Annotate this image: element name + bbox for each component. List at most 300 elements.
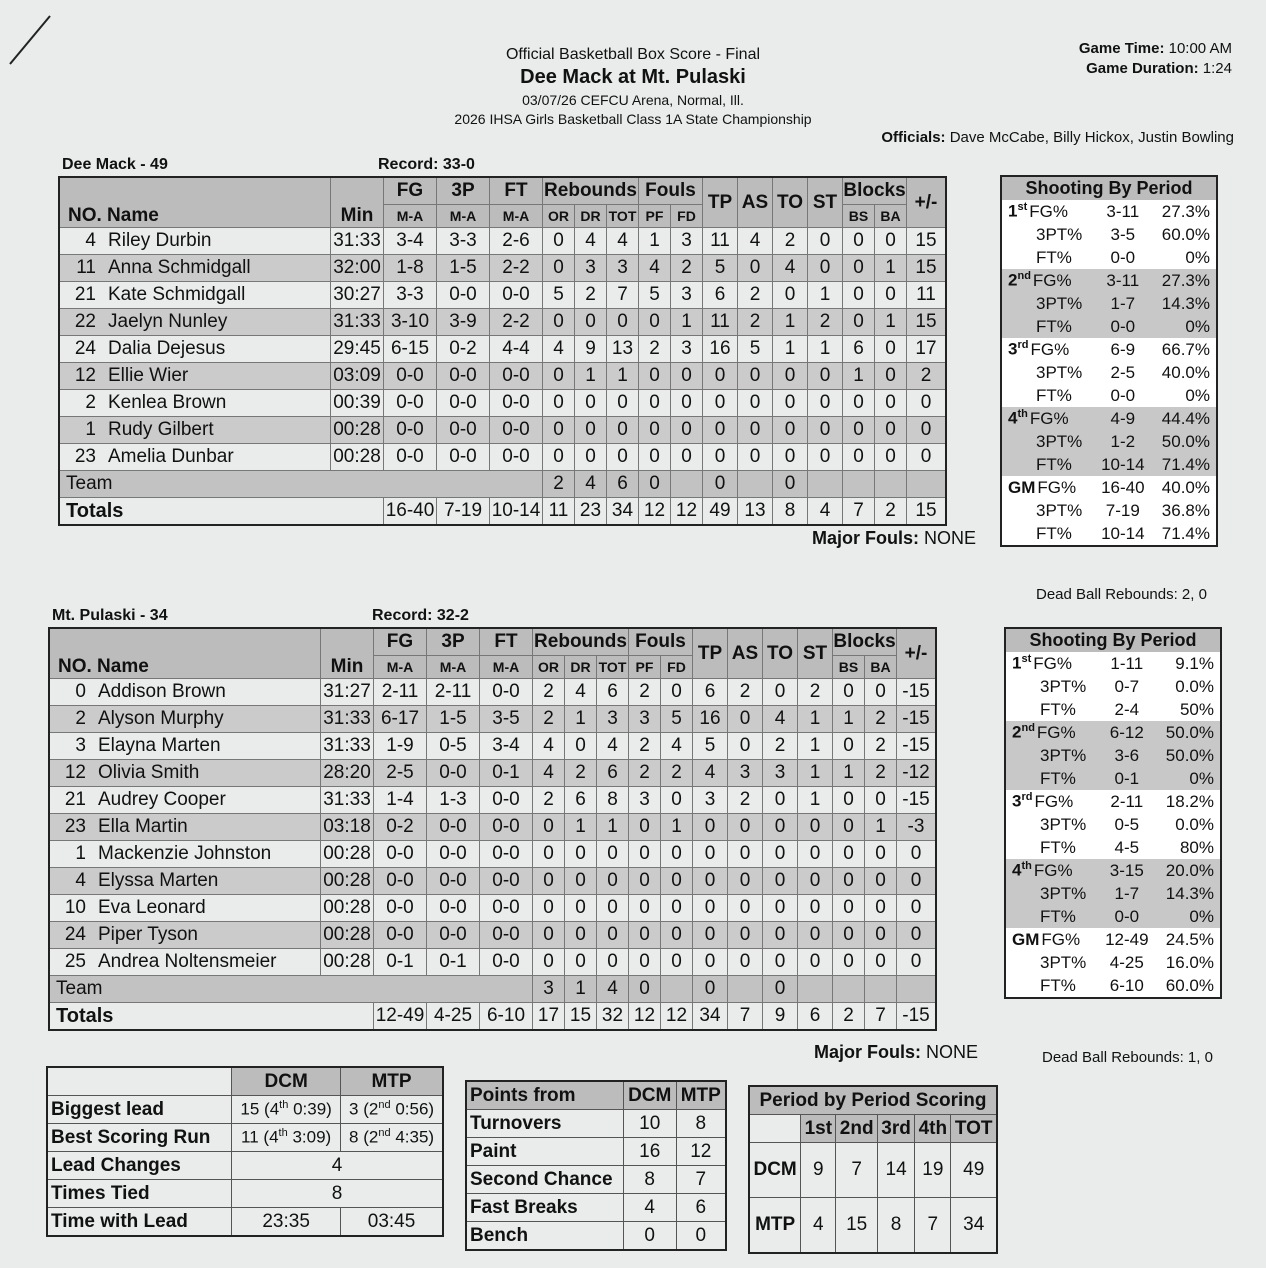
event-name: 2026 IHSA Girls Basketball Class 1A State Championship [454, 111, 812, 127]
stat-fg: 2-5 [374, 760, 427, 787]
header-row [49, 628, 936, 656]
total-dr: 23 [575, 498, 607, 526]
stat-name: FG% [1037, 477, 1077, 497]
stat-pf: 0 [639, 417, 671, 444]
points-col: DCM [623, 1081, 676, 1110]
stat-name: 3PT% [1040, 952, 1087, 972]
stat-fd: 3 [671, 228, 703, 255]
stat-as: 0 [738, 417, 773, 444]
total-dr: 15 [565, 1003, 597, 1031]
shooting-stat-label [1006, 790, 1097, 813]
stat-fg: 3-10 [384, 309, 437, 336]
total-to: 9 [763, 1003, 798, 1031]
points-category: Turnovers [466, 1110, 623, 1138]
stat-pm: 15 [907, 309, 947, 336]
stat-pm: -15 [897, 733, 937, 760]
shooting-row [1002, 269, 1216, 292]
shooting-made-attempted: 2-5 [1093, 361, 1152, 384]
stat-dr: 1 [575, 363, 607, 390]
stat-fg: 0-2 [374, 814, 427, 841]
player-number: 24 [74, 338, 96, 359]
period-row [749, 1143, 997, 1198]
stat-as: 5 [738, 336, 773, 363]
team2-record: Record: 32-2 [372, 607, 469, 624]
stat-tp: 0 [703, 444, 738, 471]
shooting-row [1006, 905, 1220, 928]
total-tp: 34 [693, 1003, 728, 1031]
points-row [466, 1138, 726, 1166]
col-to: TO [763, 628, 798, 679]
team1-dead-ball: Dead Ball Rebounds: 2, 0 [1036, 586, 1207, 603]
stat-name: 3PT% [1040, 814, 1087, 834]
stat-ba: 0 [875, 444, 907, 471]
stat-ba: 2 [865, 706, 897, 733]
biggest-lead-mtp: 3 (2nd 0:56) [341, 1096, 443, 1124]
stat-min: 00:28 [321, 895, 374, 922]
shooting-stat-label [1006, 859, 1097, 882]
stat-ft: 0-1 [480, 760, 533, 787]
stat-tot: 6 [597, 679, 629, 706]
stat-name: FG% [1032, 270, 1072, 290]
stat-ft: 2-6 [490, 228, 543, 255]
stat-tot: 0 [597, 841, 629, 868]
period-score: 49 [951, 1143, 997, 1198]
stat-st: 0 [808, 390, 843, 417]
stat-name: FG% [1033, 860, 1073, 880]
total-or: 11 [543, 498, 575, 526]
stat-name: 3PT% [1036, 431, 1083, 451]
stat-as: 0 [738, 363, 773, 390]
times-tied-value: 8 [232, 1180, 443, 1208]
shooting-made-attempted: 0-0 [1093, 315, 1152, 338]
stat-tp: 0 [693, 922, 728, 949]
team-stat-tot: 6 [607, 471, 639, 498]
player-number: 10 [64, 897, 86, 918]
stat-to: 4 [773, 255, 808, 282]
stat-ft: 2-2 [490, 255, 543, 282]
stat-tot: 0 [597, 949, 629, 976]
col-fd: FD [661, 656, 693, 679]
stat-bs: 0 [843, 228, 875, 255]
period-col: 4th [915, 1115, 951, 1143]
stat-to: 1 [773, 336, 808, 363]
player-row [59, 309, 946, 336]
box-score-table [48, 627, 937, 1031]
stat-dr: 1 [565, 706, 597, 733]
stat-or: 0 [533, 814, 565, 841]
stat-min: 31:33 [331, 228, 384, 255]
stat-tp: 0 [703, 417, 738, 444]
stat-ft: 0-0 [480, 679, 533, 706]
stat-pm: -12 [897, 760, 937, 787]
stat-tp: 5 [693, 733, 728, 760]
team-row [49, 976, 936, 1003]
shooting-pct: 0% [1156, 905, 1220, 928]
stat-pf: 2 [629, 760, 661, 787]
player-name-cell [49, 760, 321, 787]
stat-as: 0 [738, 444, 773, 471]
player-row [49, 733, 936, 760]
team-stat-pm [897, 976, 937, 1003]
best-run-dcm: 11 (4th 3:09) [232, 1124, 341, 1152]
shooting-made-attempted: 6-12 [1097, 721, 1156, 744]
stat-st: 0 [798, 949, 833, 976]
total-fd: 12 [661, 1003, 693, 1031]
shooting-row [1006, 928, 1220, 951]
team2-major-fouls: Major Fouls: NONE [814, 1042, 979, 1062]
col-no-name: NO. Name [59, 177, 331, 228]
stat-pf: 0 [629, 841, 661, 868]
period-suffix: th [1021, 860, 1032, 873]
stat-pm: 15 [907, 255, 947, 282]
shooting-pct: 40.0% [1152, 361, 1216, 384]
stat-dr: 2 [575, 282, 607, 309]
stat-name: FT% [1040, 975, 1076, 995]
stat-to: 1 [773, 309, 808, 336]
shooting-stat-label [1002, 430, 1093, 453]
points-dcm: 10 [623, 1110, 676, 1138]
col-st: ST [808, 177, 843, 228]
stat-dr: 0 [575, 390, 607, 417]
period-label: 1 [1008, 201, 1018, 221]
stat-fd: 2 [671, 255, 703, 282]
stat-fg: 0-0 [374, 868, 427, 895]
shooting-stat-label [1002, 315, 1093, 338]
period-suffix: th [1017, 408, 1028, 421]
stat-p3: 2-11 [427, 679, 480, 706]
col-ba: BA [865, 656, 897, 679]
points-row [466, 1166, 726, 1194]
stat-to: 0 [773, 390, 808, 417]
points-dcm: 8 [623, 1166, 676, 1194]
player-row [49, 706, 936, 733]
stat-fd: 5 [661, 706, 693, 733]
shooting-pct: 36.8% [1152, 499, 1216, 522]
shooting-stat-label [1006, 928, 1097, 951]
team-stat-tp: 0 [703, 471, 738, 498]
player-number: 3 [75, 735, 86, 756]
team2-shooting-by-period [1004, 627, 1222, 999]
stat-as: 0 [728, 949, 763, 976]
player-number: 24 [64, 924, 86, 945]
team-label: Team [49, 976, 533, 1003]
total-ft: 10-14 [490, 498, 543, 526]
total-p3: 7-19 [437, 498, 490, 526]
points-category: Second Chance [466, 1166, 623, 1194]
stat-p3: 1-5 [437, 255, 490, 282]
player-number: 4 [75, 870, 86, 891]
stat-name: FG% [1034, 791, 1074, 811]
points-mtp: 8 [676, 1110, 726, 1138]
team-stat-pf: 0 [639, 471, 671, 498]
stat-to: 0 [773, 363, 808, 390]
stat-fg: 0-0 [384, 444, 437, 471]
player-number: 4 [85, 230, 96, 251]
player-name-cell [59, 444, 331, 471]
stat-p3: 0-0 [427, 814, 480, 841]
stat-to: 0 [763, 814, 798, 841]
team-stat-ba [875, 471, 907, 498]
team1-box-score [58, 176, 947, 526]
shooting-made-attempted: 12-49 [1097, 928, 1156, 951]
points-category: Fast Breaks [466, 1194, 623, 1222]
stat-ft: 0-0 [480, 949, 533, 976]
stat-pf: 0 [629, 949, 661, 976]
player-name-cell [49, 922, 321, 949]
total-fg: 16-40 [384, 498, 437, 526]
stat-bs: 6 [843, 336, 875, 363]
period-col: 3rd [877, 1115, 914, 1143]
player-name-cell [49, 949, 321, 976]
player-name-cell [49, 841, 321, 868]
player-row [49, 760, 936, 787]
stat-bs: 0 [833, 733, 865, 760]
stat-fd: 0 [661, 841, 693, 868]
player-name: Andrea Noltensmeier [98, 951, 277, 972]
stat-tot: 3 [607, 255, 639, 282]
stat-as: 0 [728, 841, 763, 868]
stat-fg: 0-0 [374, 841, 427, 868]
shooting-pct: 27.3% [1152, 269, 1216, 292]
shooting-made-attempted: 0-0 [1097, 905, 1156, 928]
stat-tp: 5 [703, 255, 738, 282]
shooting-made-attempted: 4-5 [1097, 836, 1156, 859]
shooting-row [1002, 499, 1216, 522]
col-rebounds: Rebounds [533, 628, 629, 656]
stat-ba: 0 [875, 228, 907, 255]
shooting-made-attempted: 6-9 [1093, 338, 1152, 361]
shooting-stat-label [1002, 476, 1093, 499]
stat-fg: 2-11 [374, 679, 427, 706]
stat-tp: 16 [693, 706, 728, 733]
stat-st: 1 [808, 336, 843, 363]
stat-dr: 1 [565, 814, 597, 841]
stat-p3: 0-0 [427, 922, 480, 949]
lead-changes-value: 4 [232, 1152, 443, 1180]
stat-name: FT% [1036, 316, 1072, 336]
shooting-pct: 0.0% [1156, 675, 1220, 698]
stat-ba: 1 [875, 255, 907, 282]
stat-min: 00:28 [331, 444, 384, 471]
shooting-row [1002, 453, 1216, 476]
team-stat-as [738, 471, 773, 498]
period-suffix: st [1017, 201, 1028, 214]
shooting-row [1006, 951, 1220, 974]
shooting-made-attempted: 3-5 [1093, 223, 1152, 246]
stat-name: FT% [1040, 906, 1076, 926]
stat-tot: 7 [607, 282, 639, 309]
shooting-made-attempted: 6-10 [1097, 974, 1156, 997]
stat-p3: 0-0 [427, 841, 480, 868]
points-mtp: 12 [676, 1138, 726, 1166]
stat-st: 0 [808, 363, 843, 390]
shooting-pct: 0% [1152, 315, 1216, 338]
stat-tot: 0 [607, 309, 639, 336]
shooting-row [1002, 200, 1216, 223]
shooting-pct: 50.0% [1156, 744, 1220, 767]
stat-dr: 0 [575, 417, 607, 444]
shooting-pct: 66.7% [1152, 338, 1216, 361]
shooting-pct: 9.1% [1156, 652, 1220, 675]
player-number: 21 [64, 789, 86, 810]
stat-as: 4 [738, 228, 773, 255]
stat-fd: 0 [661, 679, 693, 706]
player-row [59, 255, 946, 282]
total-ba: 7 [865, 1003, 897, 1031]
stat-name: FG% [1033, 653, 1072, 673]
period-score: 7 [836, 1143, 878, 1198]
stat-p3: 3-3 [437, 228, 490, 255]
shooting-row [1002, 338, 1216, 361]
stat-st: 1 [808, 282, 843, 309]
officials: Officials: Dave McCabe, Billy Hickox, Justin Bowling [881, 129, 1234, 146]
shooting-pct: 0% [1152, 384, 1216, 407]
stat-st: 1 [798, 760, 833, 787]
stat-tp: 11 [703, 228, 738, 255]
stat-ba: 0 [865, 895, 897, 922]
stat-pf: 0 [639, 363, 671, 390]
stat-ft: 3-4 [480, 733, 533, 760]
stat-bs: 0 [843, 282, 875, 309]
period-label: 4 [1012, 860, 1022, 880]
shooting-pct: 16.0% [1156, 951, 1220, 974]
stat-or: 0 [543, 444, 575, 471]
stat-or: 0 [543, 417, 575, 444]
totals-label: Totals [49, 1003, 374, 1031]
stat-pm: 0 [897, 895, 937, 922]
stat-as: 0 [728, 922, 763, 949]
period-col: 1st [801, 1115, 836, 1143]
stat-as: 0 [738, 255, 773, 282]
player-number: 22 [74, 311, 96, 332]
team-stat-tot: 4 [597, 976, 629, 1003]
shooting-made-attempted: 3-11 [1093, 200, 1152, 223]
player-number: 1 [85, 419, 96, 440]
shooting-stat-label [1006, 882, 1097, 905]
total-ft: 6-10 [480, 1003, 533, 1031]
stat-tot: 0 [597, 922, 629, 949]
stat-dr: 0 [565, 895, 597, 922]
biggest-lead-dcm: 15 (4th 0:39) [232, 1096, 341, 1124]
player-number: 12 [74, 365, 96, 386]
stat-tot: 0 [597, 868, 629, 895]
player-number: 0 [75, 681, 86, 702]
team-stat-or: 3 [533, 976, 565, 1003]
stat-p3: 0-0 [437, 444, 490, 471]
player-name-cell [59, 417, 331, 444]
best-run-mtp: 8 (2nd 4:35) [341, 1124, 443, 1152]
points-mtp: 7 [676, 1166, 726, 1194]
col-made-attempted: M-A [490, 205, 543, 228]
total-fg: 12-49 [374, 1003, 427, 1031]
stat-tot: 0 [607, 417, 639, 444]
shooting-stat-label [1002, 499, 1093, 522]
stat-st: 0 [798, 922, 833, 949]
shooting-row [1006, 882, 1220, 905]
stat-to: 2 [773, 228, 808, 255]
points-dcm: 0 [623, 1222, 676, 1251]
points-dcm: 4 [623, 1194, 676, 1222]
stat-name: FT% [1036, 523, 1072, 543]
stat-pf: 0 [629, 922, 661, 949]
col-bs: BS [843, 205, 875, 228]
team1-record: Record: 33-0 [378, 156, 475, 173]
col-3p: 3P [437, 177, 490, 205]
col-tp: TP [703, 177, 738, 228]
stat-p3: 0-5 [427, 733, 480, 760]
period-label: 2 [1008, 270, 1018, 290]
stat-bs: 0 [833, 895, 865, 922]
stat-fd: 4 [661, 733, 693, 760]
period-score: 8 [877, 1198, 914, 1254]
times-tied-label: Times Tied [47, 1180, 232, 1208]
shooting-row [1006, 675, 1220, 698]
stat-dr: 0 [565, 922, 597, 949]
stat-fd: 3 [671, 336, 703, 363]
points-category: Bench [466, 1222, 623, 1251]
team-stat-pm [907, 471, 947, 498]
col-made-attempted: M-A [384, 205, 437, 228]
col-dr: DR [565, 656, 597, 679]
stat-bs: 0 [833, 679, 865, 706]
stat-pm: 0 [907, 417, 947, 444]
stat-pf: 0 [639, 444, 671, 471]
stat-ft: 0-0 [480, 841, 533, 868]
stat-pf: 3 [629, 706, 661, 733]
player-row [59, 363, 946, 390]
points-mtp: 6 [676, 1194, 726, 1222]
shooting-stat-label [1002, 338, 1093, 361]
stat-or: 0 [533, 895, 565, 922]
shooting-made-attempted: 10-14 [1093, 453, 1152, 476]
col-ft: FT [490, 177, 543, 205]
stat-p3: 0-0 [427, 760, 480, 787]
stat-fd: 0 [671, 444, 703, 471]
player-number: 25 [64, 951, 86, 972]
shooting-stat-label [1002, 522, 1093, 545]
shooting-row [1006, 698, 1220, 721]
stat-name: FT% [1040, 768, 1076, 788]
stat-or: 0 [543, 255, 575, 282]
shooting-stat-label [1006, 744, 1097, 767]
stat-or: 0 [543, 228, 575, 255]
stat-min: 03:09 [331, 363, 384, 390]
shooting-stat-label [1002, 246, 1093, 269]
period-label: 4 [1008, 408, 1018, 428]
col-made-attempted: M-A [427, 656, 480, 679]
stat-tot: 1 [607, 363, 639, 390]
stat-tp: 0 [703, 390, 738, 417]
stat-tp: 0 [693, 841, 728, 868]
stat-pm: 2 [907, 363, 947, 390]
col-pf: PF [629, 656, 661, 679]
shooting-title-row [1002, 177, 1216, 200]
stat-pm: 0 [897, 868, 937, 895]
stat-pf: 5 [639, 282, 671, 309]
team-stat-to: 0 [763, 976, 798, 1003]
stat-fd: 0 [661, 895, 693, 922]
shooting-pct: 44.4% [1152, 407, 1216, 430]
official-title: Official Basketball Box Score - Final [505, 46, 761, 63]
player-number: 2 [75, 708, 86, 729]
shooting-row [1002, 246, 1216, 269]
shooting-made-attempted: 7-19 [1093, 499, 1152, 522]
player-number: 1 [75, 843, 86, 864]
totals-label: Totals [59, 498, 384, 526]
stat-tp: 0 [693, 868, 728, 895]
stat-as: 0 [728, 814, 763, 841]
period-scoring-table [748, 1085, 998, 1254]
